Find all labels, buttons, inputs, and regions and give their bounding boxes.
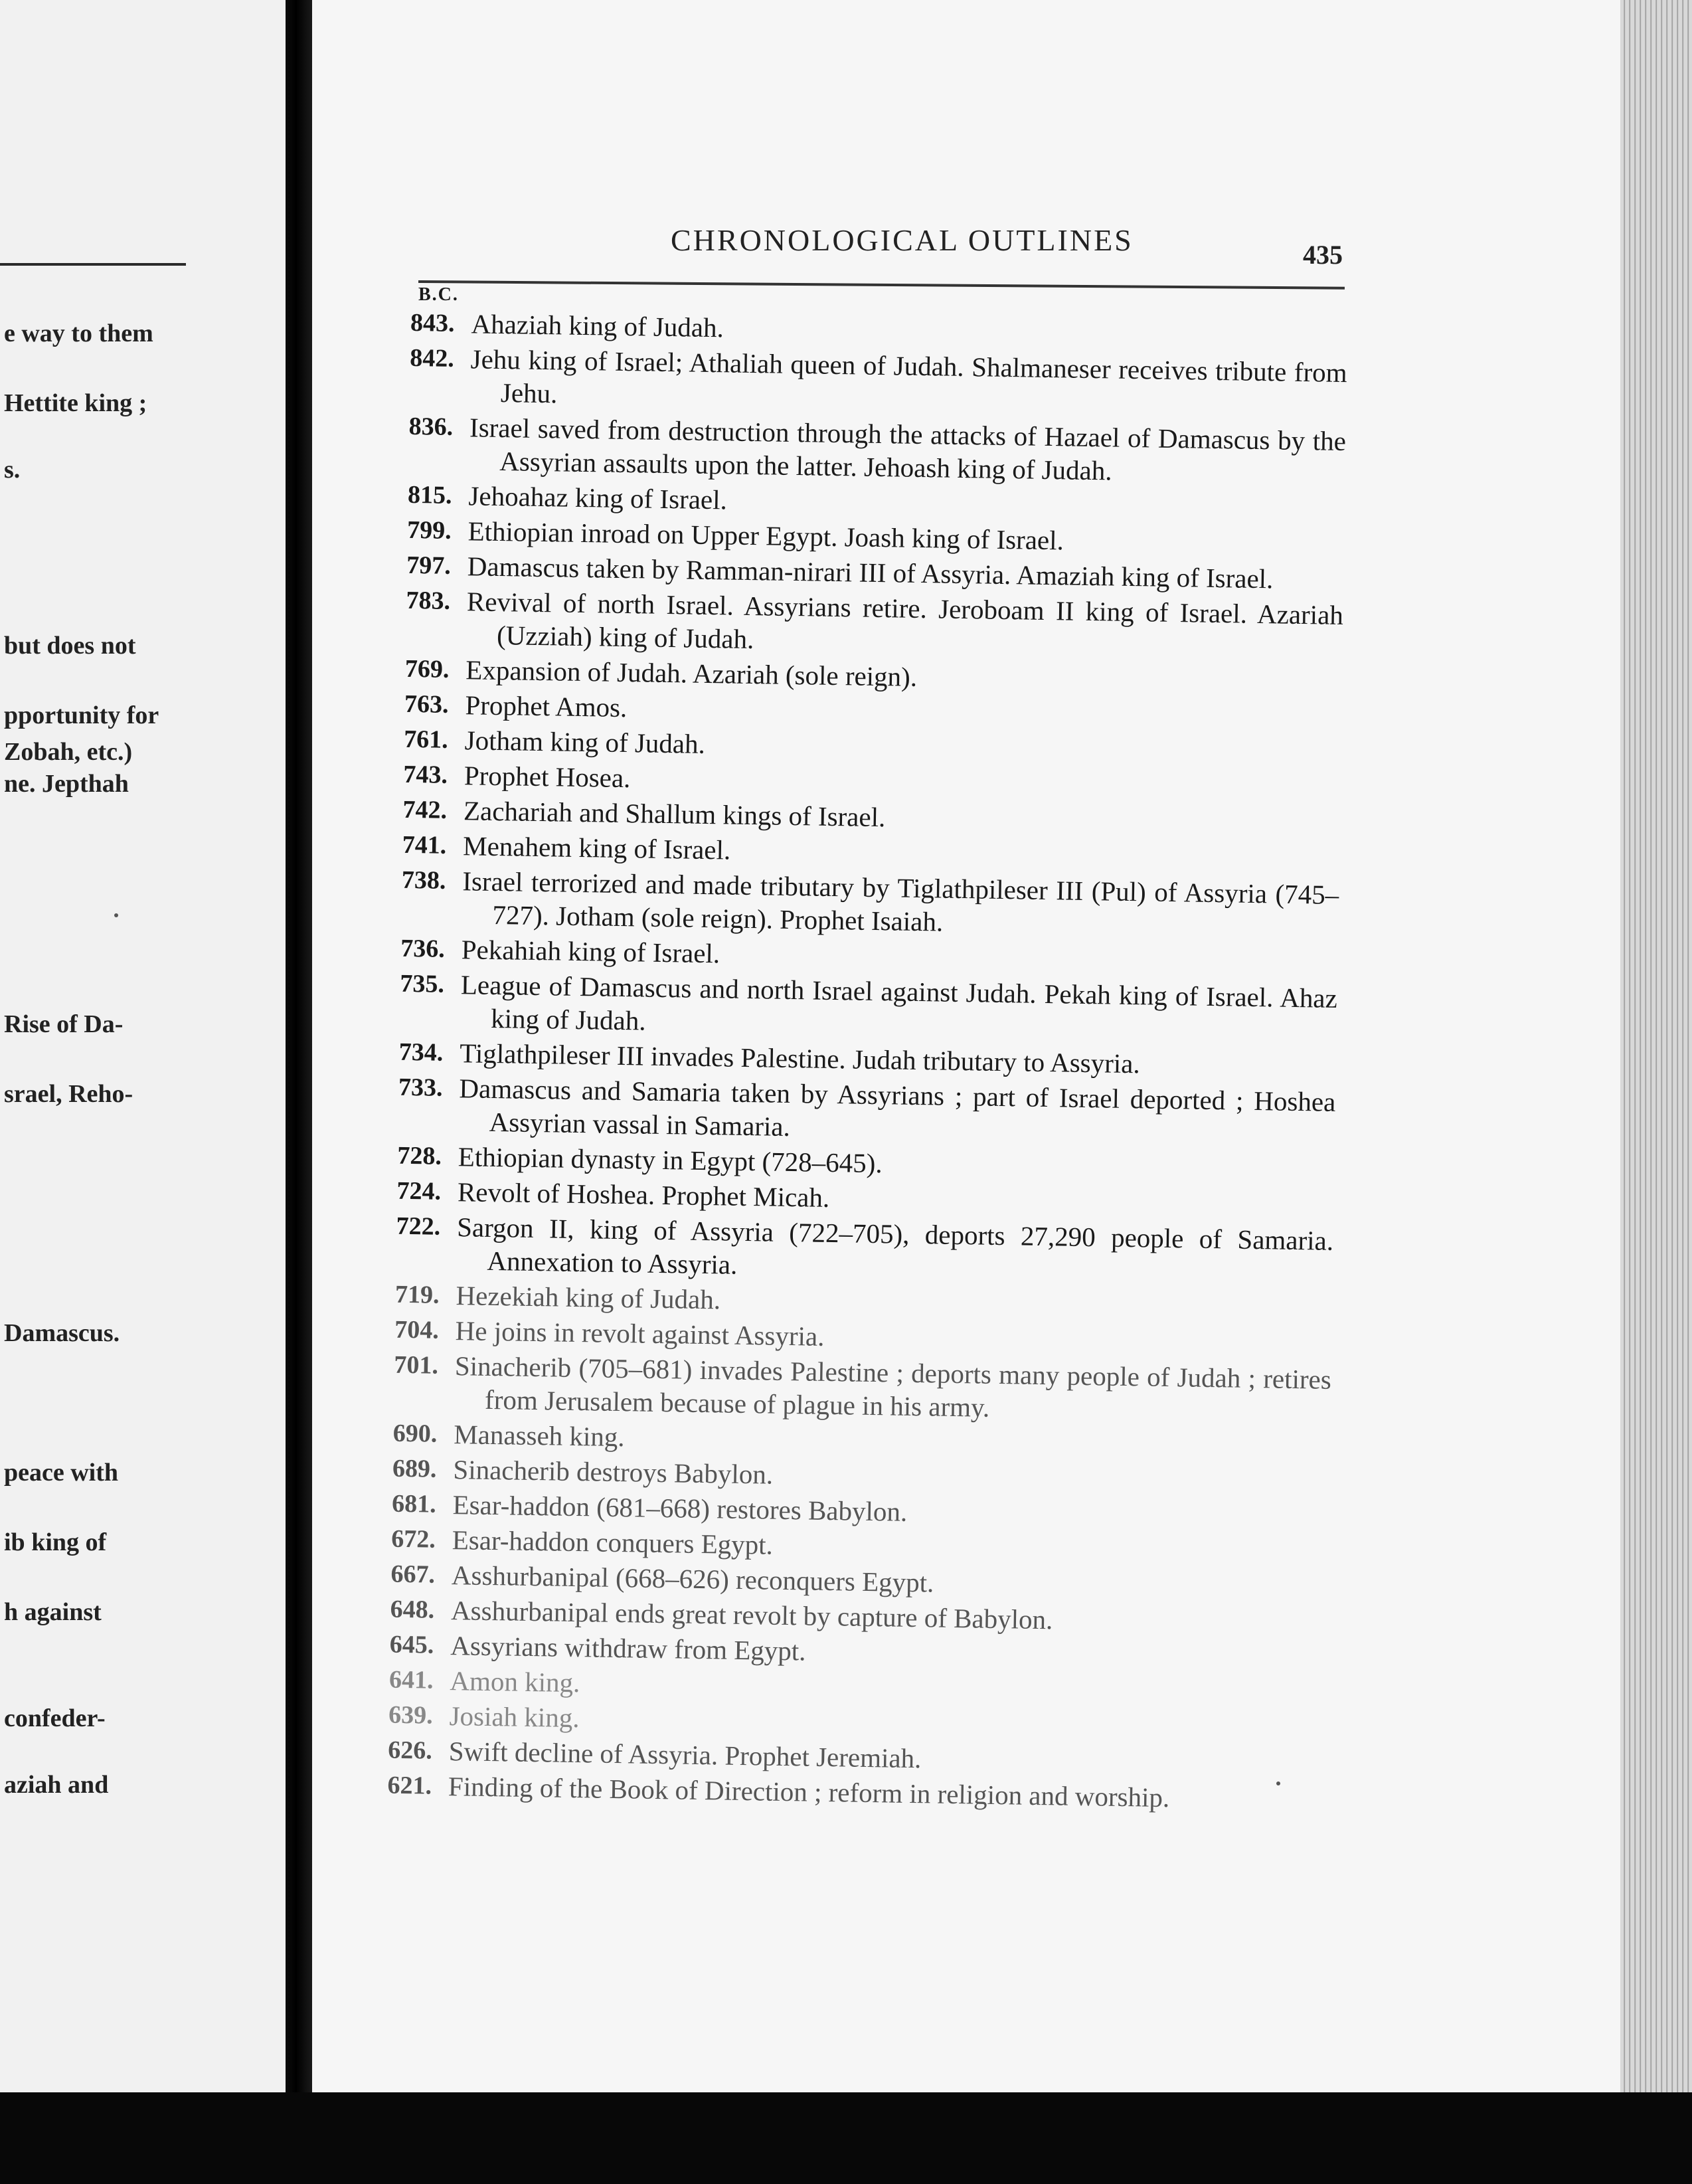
entry-year: 783. xyxy=(406,586,451,615)
entry-text: Sargon II, king of Assyria (722–705), deports 27,290 people of Samaria. Annexation to Assyria. xyxy=(456,1212,1334,1280)
entry-year: 734. xyxy=(398,1038,444,1067)
chronology-list xyxy=(349,306,1348,1819)
entry-text: Israel saved from destruction through the attacks of Hazael of Damascus by the Assyrian assaults upon the latter. Jehoash king of Judah. xyxy=(469,412,1347,486)
entry-year: 648. xyxy=(390,1595,435,1624)
entry-text: Menahem king of Israel. xyxy=(462,830,731,865)
entry-year: 769. xyxy=(404,654,450,683)
entry-year: 843. xyxy=(410,308,455,337)
entry-year: 641. xyxy=(388,1665,434,1694)
entry-year: 645. xyxy=(389,1630,434,1659)
entry-text: Jehoahaz king of Israel. xyxy=(468,480,728,515)
entry-year: 724. xyxy=(396,1176,442,1206)
entry-year: 728. xyxy=(397,1141,442,1170)
entry-year: 733. xyxy=(398,1073,443,1102)
entry-year: 704. xyxy=(394,1315,440,1344)
chronology-entry xyxy=(355,1348,1331,1429)
left-page-fragment: pportunity for xyxy=(4,701,159,729)
entry-text: Swift decline of Assyria. Prophet Jeremiah. xyxy=(448,1736,922,1774)
entry-text: Zachariah and Shallum kings of Israel. xyxy=(463,795,886,833)
entry-text: Pekahiah king of Israel. xyxy=(461,934,720,969)
entry-year: 799. xyxy=(406,515,452,545)
entry-year: 689. xyxy=(392,1454,437,1483)
left-page-fragment: s. xyxy=(4,456,21,484)
entry-year: 742. xyxy=(402,795,448,824)
entry-text: Amon king. xyxy=(450,1665,580,1698)
entry-text: League of Damascus and north Israel against Judah. Pekah king of Israel. Ahaz king of Judah. xyxy=(460,969,1338,1036)
chronology-entry xyxy=(367,583,1343,665)
entry-text: Finding of the Book of Direction ; reform in religion and worship. xyxy=(448,1771,1170,1813)
entry-text: Tiglathpileser III invades Palestine. Judah tributary to Assyria. xyxy=(459,1038,1141,1079)
entry-text: Sinacherib destroys Babylon. xyxy=(453,1454,774,1490)
entry-text: Prophet Hosea. xyxy=(464,760,631,794)
entry-text: Assyrians withdraw from Egypt. xyxy=(450,1630,806,1667)
left-page-fragment: Hettite king ; xyxy=(4,389,147,417)
left-page-fragment: peace with xyxy=(4,1459,119,1487)
entry-year: 815. xyxy=(407,480,452,509)
entry-year: 722. xyxy=(396,1212,441,1241)
entry-text: Ahaziah king of Judah. xyxy=(471,308,724,343)
entry-year: 836. xyxy=(408,412,454,441)
entry-year: 797. xyxy=(406,551,452,580)
entry-text: Asshurbanipal ends great revolt by capture of Babylon. xyxy=(450,1595,1053,1635)
speck xyxy=(1276,1781,1280,1785)
entry-text: Asshurbanipal (668–626) reconquers Egypt. xyxy=(451,1560,934,1598)
chronology-entry xyxy=(362,863,1339,945)
left-page-fragment: h against xyxy=(4,1598,102,1626)
left-page-fragment: aziah and xyxy=(4,1771,109,1799)
entry-text: Israel terrorized and made tributary by Tiglathpileser III (Pul) of Assyria (745–727). Jotham (sole reign). Prophet Isaiah. xyxy=(462,865,1339,937)
chronology-entry xyxy=(369,409,1346,491)
left-page-fragment: ne. Jepthah xyxy=(4,770,129,798)
running-header: CHRONOLOGICAL OUTLINES xyxy=(671,223,1134,257)
era-label: B.C. xyxy=(418,284,459,305)
entry-text: Sinacherib (705–681) invades Palestine ; deports many people of Judah ; retires from Jerusalem because of plague in his army. xyxy=(454,1350,1332,1423)
left-page-fragment: Damascus. xyxy=(4,1319,120,1347)
entry-year: 719. xyxy=(394,1280,440,1309)
entry-text: Ethiopian dynasty in Egypt (728–645). xyxy=(458,1141,883,1179)
left-page-fragment: ib king of xyxy=(4,1528,107,1556)
entry-year: 690. xyxy=(392,1419,438,1448)
entry-text: Damascus taken by Ramman-nirari III of Assyria. Amaziah king of Israel. xyxy=(467,551,1274,594)
bottom-shadow xyxy=(0,2092,1692,2184)
entry-text: Expansion of Judah. Azariah (sole reign). xyxy=(465,654,918,692)
chronology-entry xyxy=(359,1070,1335,1152)
left-page-fragment: e way to them xyxy=(4,319,153,347)
entry-year: 741. xyxy=(402,830,447,860)
chronology-entry xyxy=(357,1209,1333,1291)
entry-year: 842. xyxy=(409,343,455,373)
entry-text: Revival of north Israel. Assyrians retire. Jeroboam II king of Israel. Azariah (Uzziah) king of Judah. xyxy=(466,586,1344,655)
entry-year: 626. xyxy=(388,1736,433,1765)
book-gutter xyxy=(286,0,312,2184)
entry-year: 736. xyxy=(400,934,446,963)
left-page-fragment: Rise of Da- xyxy=(4,1010,124,1038)
entry-year: 701. xyxy=(394,1350,439,1380)
entry-year: 621. xyxy=(387,1771,432,1800)
entry-text: Esar-haddon conquers Egypt. xyxy=(452,1524,774,1560)
entry-text: Esar-haddon (681–668) restores Babylon. xyxy=(452,1489,908,1527)
entry-year: 743. xyxy=(403,760,448,789)
page-edges xyxy=(1620,0,1692,2184)
entry-year: 667. xyxy=(390,1560,436,1589)
left-page xyxy=(0,0,292,2092)
entry-year: 738. xyxy=(401,865,446,895)
page-number: 435 xyxy=(1303,240,1343,270)
entry-year: 639. xyxy=(388,1700,433,1730)
left-page-rule xyxy=(0,263,186,266)
speck xyxy=(114,913,118,917)
entry-text: Revolt of Hoshea. Prophet Micah. xyxy=(457,1176,830,1213)
entry-text: Prophet Amos. xyxy=(465,689,628,723)
left-page-fragment: but does not xyxy=(4,632,136,660)
entry-year: 681. xyxy=(391,1489,436,1518)
entry-text: Damascus and Samaria taken by Assyrians ; part of Israel deported ; Hoshea Assyrian vassal in Samaria. xyxy=(459,1073,1336,1142)
chronology-entry xyxy=(371,341,1347,422)
entry-text: Ethiopian inroad on Upper Egypt. Joash king of Israel. xyxy=(467,515,1064,556)
left-page-fragment: Zobah, etc.) xyxy=(4,738,133,766)
left-page-fragment: srael, Reho- xyxy=(4,1080,133,1108)
entry-text: Josiah king. xyxy=(449,1700,580,1734)
entry-text: Hezekiah king of Judah. xyxy=(456,1280,721,1315)
entry-text: Manasseh king. xyxy=(453,1419,626,1453)
entry-text: Jotham king of Judah. xyxy=(464,725,706,759)
left-page-fragment: confeder- xyxy=(4,1704,106,1732)
entry-year: 735. xyxy=(400,969,445,998)
entry-year: 763. xyxy=(404,689,449,719)
chronology-entry xyxy=(361,966,1337,1048)
entry-text: He joins in revolt against Assyria. xyxy=(455,1315,825,1352)
entry-year: 672. xyxy=(391,1524,436,1554)
entry-year: 761. xyxy=(403,725,449,754)
entry-text: Jehu king of Israel; Athaliah queen of Judah. Shalmaneser receives tribute from Jehu. xyxy=(470,343,1347,409)
